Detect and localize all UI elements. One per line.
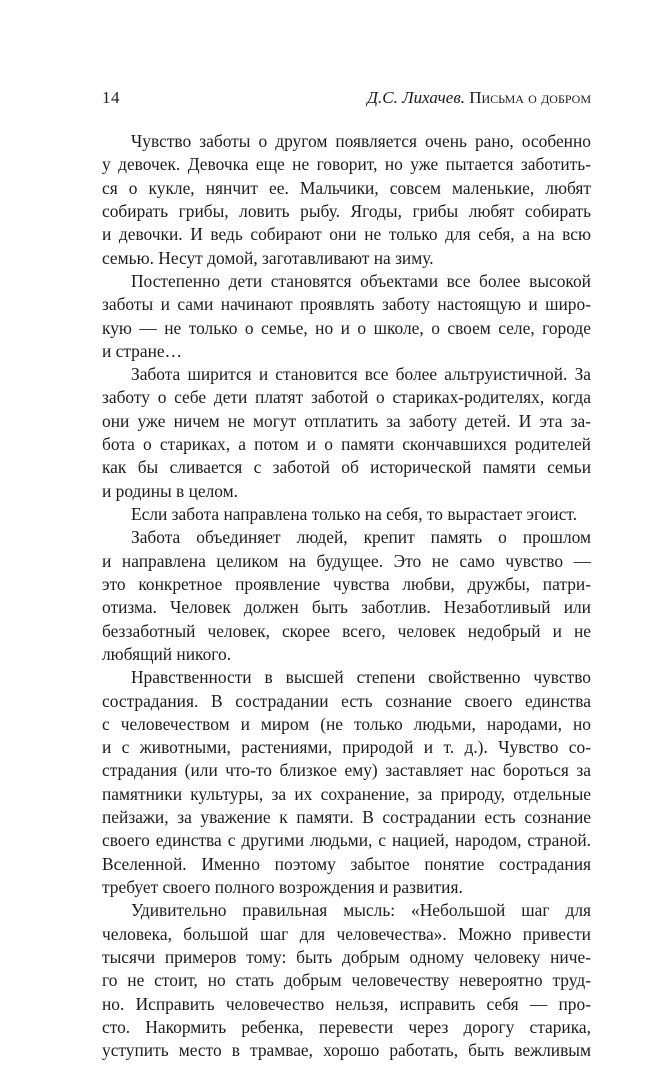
running-header: [102, 88, 591, 114]
text-line: семью. Несут домой, заготавливают на зиму.: [102, 247, 434, 268]
text-line: Постепенно дети становятся объектами все более высокой: [131, 270, 591, 291]
paragraph: [102, 899, 591, 1062]
text-line: любящий никого.: [102, 643, 232, 664]
book-author: Д.С. Лихачев.: [367, 88, 465, 107]
text-line: отизма. Человек должен быть заботлив. Незаботливый или: [102, 597, 591, 618]
paragraph: [102, 503, 591, 526]
text-line: Чувство заботы о другом появляется очень рано, особенно: [131, 131, 591, 151]
text-line: беззаботный человек, скорее всего, человек недобрый и не: [102, 620, 591, 641]
text-line: и направлена целиком на будущее. Это не само чувство —: [102, 550, 591, 571]
text-line: заботы и сами начинают проявлять заботу настоящую и широ-: [102, 294, 591, 315]
text-line: но. Исправить человечество нельзя, исправить себя — про-: [102, 993, 591, 1014]
running-head-title: [367, 88, 591, 108]
text-line: и стране…: [102, 340, 183, 361]
paragraph: [102, 526, 591, 666]
text-line: Нравственности в высшей степени свойственно чувство: [131, 667, 591, 688]
text-line: и с животными, растениями, природой и т. д.). Чувство со-: [102, 737, 591, 758]
page-number: 14: [102, 88, 120, 107]
text-line: и девочки. И ведь собирают они не только для себя, а на всю: [102, 224, 591, 245]
text-line: Забота объединяет людей, крепит память о прошлом: [131, 527, 591, 548]
text-line: го не стоит, но стать добрым человечеству невероятно труд-: [102, 970, 591, 991]
text-line: они уже ничем не могут отплатить за заботу детей. И эта за-: [102, 410, 591, 431]
text-line: Вселенной. Именно поэтому забытое понятие сострадания: [102, 853, 591, 874]
text-line: страдания (или что-то близкое ему) заставляет нас бороться за: [102, 760, 591, 781]
text-line: Если забота направлена только на себя, то вырастает эгоист.: [131, 504, 578, 524]
text-line: памятники культуры, за их сохранение, за природу, отдельные: [102, 783, 591, 804]
text-line: бота о стариках, а потом и о памяти скончавшихся родителей: [102, 434, 591, 455]
text-line: заботу о себе дети платят заботой о стариках-родителях, когда: [102, 387, 591, 408]
book-title: Письма о добром: [469, 88, 591, 107]
paragraph: [102, 666, 591, 899]
text-line: собирать грибы, ловить рыбу. Ягоды, грибы любят собирать: [102, 200, 591, 221]
text-line: у девочек. Девочка еще не говорит, но уже пытается заботить-: [102, 154, 591, 175]
text-line: это конкретное проявление чувства любви, дружбы, патри-: [102, 573, 591, 594]
text-line: своего единства с другими людьми, с нацией, народом, страной.: [102, 830, 591, 851]
text-line: человека, большой шаг для человечества». Можно привести: [102, 923, 591, 944]
text-line: Удивительно правильная мысль: «Небольшой шаг для: [131, 900, 591, 921]
page-body: [102, 130, 591, 1063]
paragraph: [102, 130, 591, 270]
text-line: кую — не только о семье, но и о школе, о своем селе, городе: [102, 317, 591, 338]
text-line: сострадания. В сострадании есть сознание своего единства: [102, 690, 591, 711]
text-line: и родины в целом.: [102, 480, 239, 501]
text-line: сто. Накормить ребенка, перевести через дорогу старика,: [102, 1016, 591, 1037]
text-line: уступить место в трамвае, хорошо работать, быть вежливым: [102, 1040, 591, 1061]
text-line: пейзажи, за уважение к памяти. В сострадании есть сознание: [102, 807, 591, 828]
text-line: тысячи примеров тому: быть добрым одному человеку ниче-: [102, 946, 591, 967]
text-line: требует своего полного возрождения и развития.: [102, 877, 463, 897]
paragraph: [102, 270, 591, 363]
text-line: Забота ширится и становится все более альтруистичной. За: [131, 364, 591, 385]
text-line: как бы сливается с заботой об исторической памяти семьи: [102, 457, 591, 478]
paragraph: [102, 363, 591, 503]
text-line: ся о кукле, нянчит ее. Мальчики, совсем маленькие, любят: [102, 177, 591, 198]
text-line: с человечеством и миром (не только людьми, народами, но: [102, 713, 591, 734]
